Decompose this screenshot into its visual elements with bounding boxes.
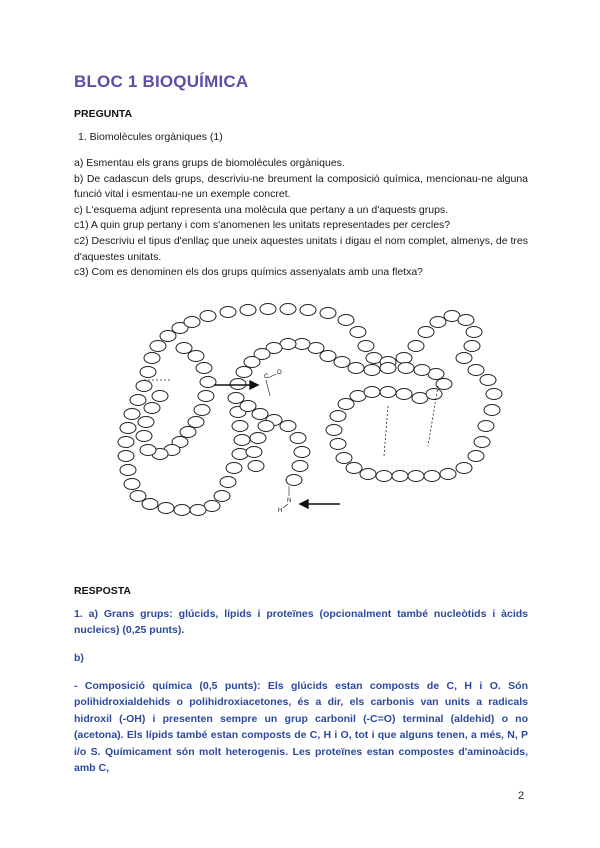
amino-acid-bead [480,375,496,386]
amino-acid-bead [414,365,430,376]
resposta-label: RESPOSTA [74,585,131,597]
amino-acid-bead [258,421,274,432]
amino-acid-bead [240,305,256,316]
answer-b-text: - Composició química (0,5 punts): Els glúcids estan composts de C, H i O. Són polihidroxialdehids o polihidroxiacetones, és a dir, els carbonis van units a radicals hidroxil (-OH) i presenten sempre un grup carbonil (-C=O) terminal (aldehid) o no (acetona). Els lípids també estan composts de C, H i O, tot i que alguns tenen, a més, N, P i/o S. Químicament són molt heterogenis. Les proteïnes estan compostes d'aminoàcids, amb C, [74,680,528,775]
amino-acid-bead [144,403,160,414]
amino-acid-bead [124,479,140,490]
amino-acid-bead [290,433,306,444]
amino-acid-bead [486,389,502,400]
amino-acid-bead [152,391,168,402]
amino-acid-bead [364,387,380,398]
amino-acid-bead [468,365,484,376]
amino-acid-bead [376,471,392,482]
amino-acid-bead [196,363,212,374]
amino-acid-bead [140,445,156,456]
amino-acid-bead [474,437,490,448]
question-line-c2: c2) Descriviu el tipus d'enllaç que uneix aquestes unitats i digau el nom complet, almenys, de tres d'aquestes unitats. [74,234,528,263]
amino-acid-bead [136,431,152,442]
amino-acid-bead [398,363,414,374]
amino-acid-bead [136,381,152,392]
amino-acid-bead [252,409,268,420]
carboxyl-c-label: C [264,374,269,380]
amino-acid-bead [424,471,440,482]
amino-acid-bead [380,387,396,398]
amino-acid-bead [144,353,160,364]
amino-acid-bead [220,477,236,488]
amino-acid-bead [150,341,166,352]
question-line-c1: c1) A quin grup pertany i com s'anomenen les unitats representades per cercles? [74,219,451,232]
amino-acid-bead [392,471,408,482]
amino-acid-bead [456,353,472,364]
amino-acid-bead [198,391,214,402]
amino-acid-bead [418,327,434,338]
page-title: BLOC 1 BIOQUÍMICA [74,72,249,91]
amino-acid-bead [350,327,366,338]
amino-acid-bead [326,425,342,436]
amino-acid-bead [118,437,134,448]
carboxyl-o-label: O [277,370,282,376]
amino-acid-bead [336,453,352,464]
amino-acid-bead [158,503,174,514]
amino-acid-bead [230,379,246,390]
amino-acid-bead [408,471,424,482]
amino-acid-bead [292,461,308,472]
amino-acid-bead [124,409,140,420]
amino-acid-bead [396,389,412,400]
amino-acid-bead [120,465,136,476]
question-title: 1. Biomolècules orgàniques (1) [78,131,223,143]
amino-acid-bead [232,421,248,432]
amino-acid-bead [236,367,252,378]
amino-acid-bead [180,427,196,438]
amino-acid-bead [456,463,472,474]
amino-acid-bead [286,475,302,486]
amino-acid-bead [140,367,156,378]
amino-acid-bead [246,447,262,458]
amino-acid-bead [300,305,316,316]
amino-acid-bead [228,393,244,404]
amino-acid-bead [380,363,396,374]
amino-acid-bead [280,304,296,315]
amino-acid-bead [118,451,134,462]
amino-acid-bead [250,433,266,444]
amino-acid-bead [240,401,256,412]
amino-acid-bead [440,469,456,480]
amino-acid-bead [338,315,354,326]
answer-b [74,678,528,776]
amino-n-label: N [287,498,292,504]
amino-acid-bead [334,357,350,368]
amino-acid-bead [330,439,346,450]
amino-acid-bead [320,308,336,319]
page-number: 2 [518,790,525,802]
amino-acid-bead [130,395,146,406]
amino-acid-bead [468,451,484,462]
amino-acid-bead [348,363,364,374]
amino-acid-bead [364,365,380,376]
question-line-c: c) L'esquema adjunt representa una molècula que pertany a un d'aquests grups. [74,203,449,216]
amino-acid-bead [232,449,248,460]
amino-acid-bead [330,411,346,422]
chemical-groups [264,370,291,514]
pregunta-label: PREGUNTA [74,108,133,120]
answer-b-label [74,650,528,666]
amino-acid-bead [280,421,296,432]
amino-acid-bead [138,417,154,428]
amino-acid-bead [338,399,354,410]
amino-acid-bead [430,317,446,328]
answer-b-label-text: b) [74,652,84,664]
amino-acid-bead [188,351,204,362]
amino-acid-bead [484,405,500,416]
amino-acid-bead [320,351,336,362]
amino-acid-bead [188,417,204,428]
amino-acid-bead [458,315,474,326]
amino-acid-beads [118,304,502,516]
question-lines [74,156,528,281]
amino-acid-bead [194,405,210,416]
question-line-a: a) Esmentau els grans grups de biomolècules orgàniques. [74,157,345,169]
amino-acid-bead [200,311,216,322]
amino-acid-bead [142,499,158,510]
amino-acid-bead [478,421,494,432]
amino-acid-bead [396,353,412,364]
amino-acid-bead [294,447,310,458]
amino-acid-bead [226,463,242,474]
amino-acid-bead [214,491,230,502]
arrow-right-icon [250,381,258,389]
amino-acid-bead [160,331,176,342]
amino-acid-bead [244,357,260,368]
amino-acid-bead [358,341,374,352]
amino-acid-bead [464,341,480,352]
answer-a [74,606,528,639]
amino-acid-bead [184,317,200,328]
amino-acid-bead [408,341,424,352]
amino-acid-bead [360,469,376,480]
amino-acid-bead [130,491,146,502]
answer-a-text: 1. a) Grans grups: glúcids, lípids i proteïnes (opcionalment també nucleòtids i àcids nucleics) (0,25 punts). [74,608,528,637]
amino-acid-bead [260,304,276,315]
amino-acid-bead [346,463,362,474]
amino-acid-bead [248,461,264,472]
amino-acid-bead [120,423,136,434]
protein-chain-diagram [88,296,508,532]
question-line-b: b) De cadascun dels grups, descriviu-ne breument la composició química, mencionau-ne alguna funció vital i esmentau-ne un exemple concret. [74,172,528,201]
amino-acid-bead [200,377,216,388]
amino-acid-bead [220,307,236,318]
amino-acid-bead [426,389,442,400]
amino-h-label: H [278,508,283,514]
amino-acid-bead [174,505,190,516]
amino-acid-bead [176,343,192,354]
amino-acid-bead [466,327,482,338]
arrow-left-icon [300,500,308,508]
amino-acid-bead [190,505,206,516]
amino-acid-bead [234,435,250,446]
amino-acid-bead [436,379,452,390]
question-line-c3: c3) Com es denominen els dos grups químics assenyalats amb una fletxa? [74,266,424,279]
